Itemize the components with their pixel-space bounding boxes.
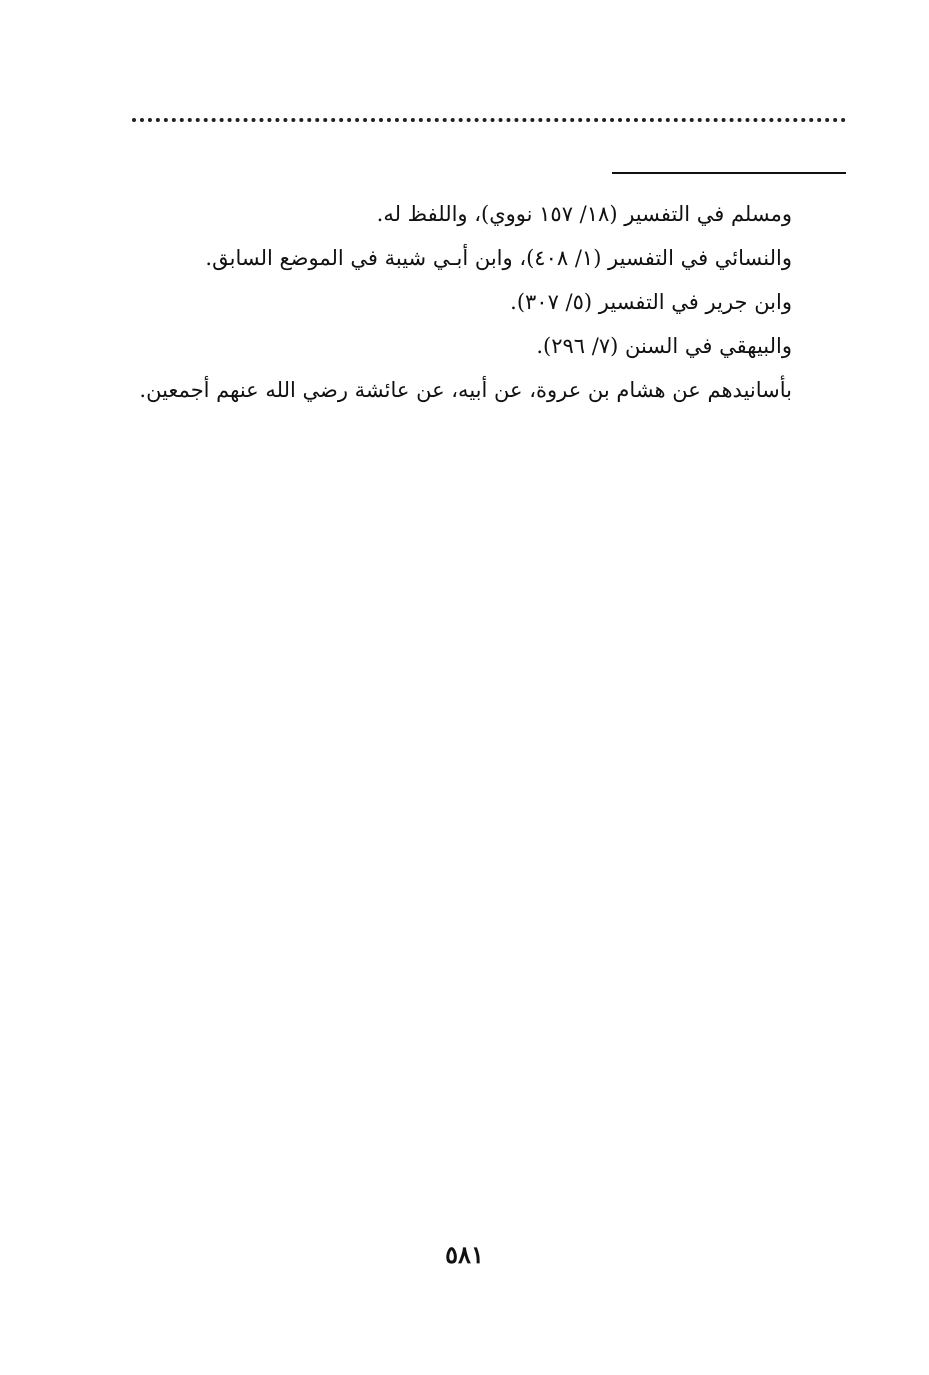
- footnote-line: والبيهقي في السنن (٧/ ٢٩٦).: [536, 334, 792, 358]
- footnote-line: والنسائي في التفسير (١/ ٤٠٨)، وابن أبـي شيبة في الموضع السابق.: [205, 246, 792, 270]
- footnotes-block: [112, 192, 792, 412]
- footnote-line: وابن جرير في التفسير (٥/ ٣٠٧).: [510, 290, 792, 314]
- page-number: ٥٨١: [445, 1240, 484, 1269]
- dotted-separator: [132, 118, 846, 122]
- footnote-separator-rule: [612, 172, 846, 174]
- footnote-line: بأسانيدهم عن هشام بن عروة، عن أبيه، عن عائشة رضي الله عنهم أجمعين.: [139, 378, 792, 402]
- footnote-line: ومسلم في التفسير (١٨/ ١٥٧ نووي)، واللفظ له.: [376, 202, 792, 226]
